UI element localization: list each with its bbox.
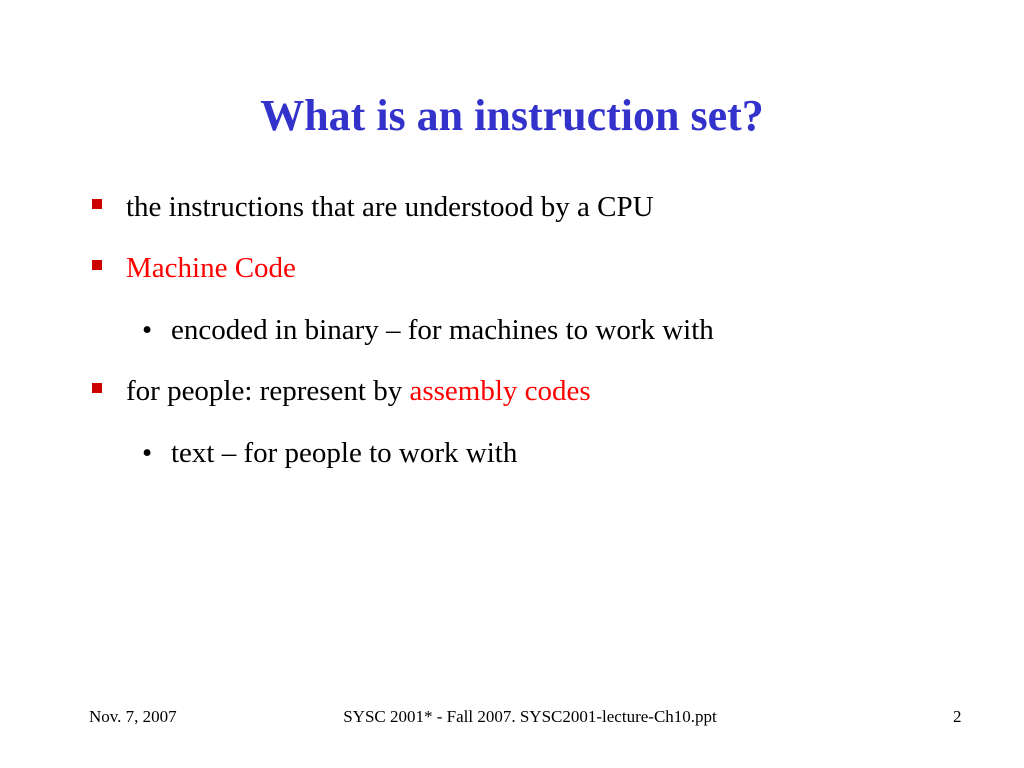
square-bullet-icon	[92, 260, 102, 270]
footer-date: Nov. 7, 2007	[89, 707, 177, 726]
square-bullet-icon	[92, 383, 102, 393]
round-bullet-icon: •	[142, 437, 153, 469]
round-bullet-icon: •	[142, 314, 153, 346]
bullet-item-highlight: assembly codes	[409, 375, 591, 407]
bullet-item	[126, 373, 591, 409]
square-bullet-icon	[92, 199, 102, 209]
sub-bullet-item: encoded in binary – for machines to work with	[171, 314, 714, 346]
bullet-item: the instructions that are understood by a CPU	[126, 191, 654, 223]
footer-course: SYSC 2001* - Fall 2007. SYSC2001-lecture-Ch10.ppt	[343, 707, 717, 726]
bullet-item-highlight: Machine Code	[126, 252, 296, 284]
sub-bullet-item: text – for people to work with	[171, 437, 518, 469]
bullet-item-text: for people: represent by	[126, 375, 410, 407]
footer-page-number: 2	[953, 707, 962, 726]
slide-title: What is an instruction set?	[260, 91, 764, 140]
